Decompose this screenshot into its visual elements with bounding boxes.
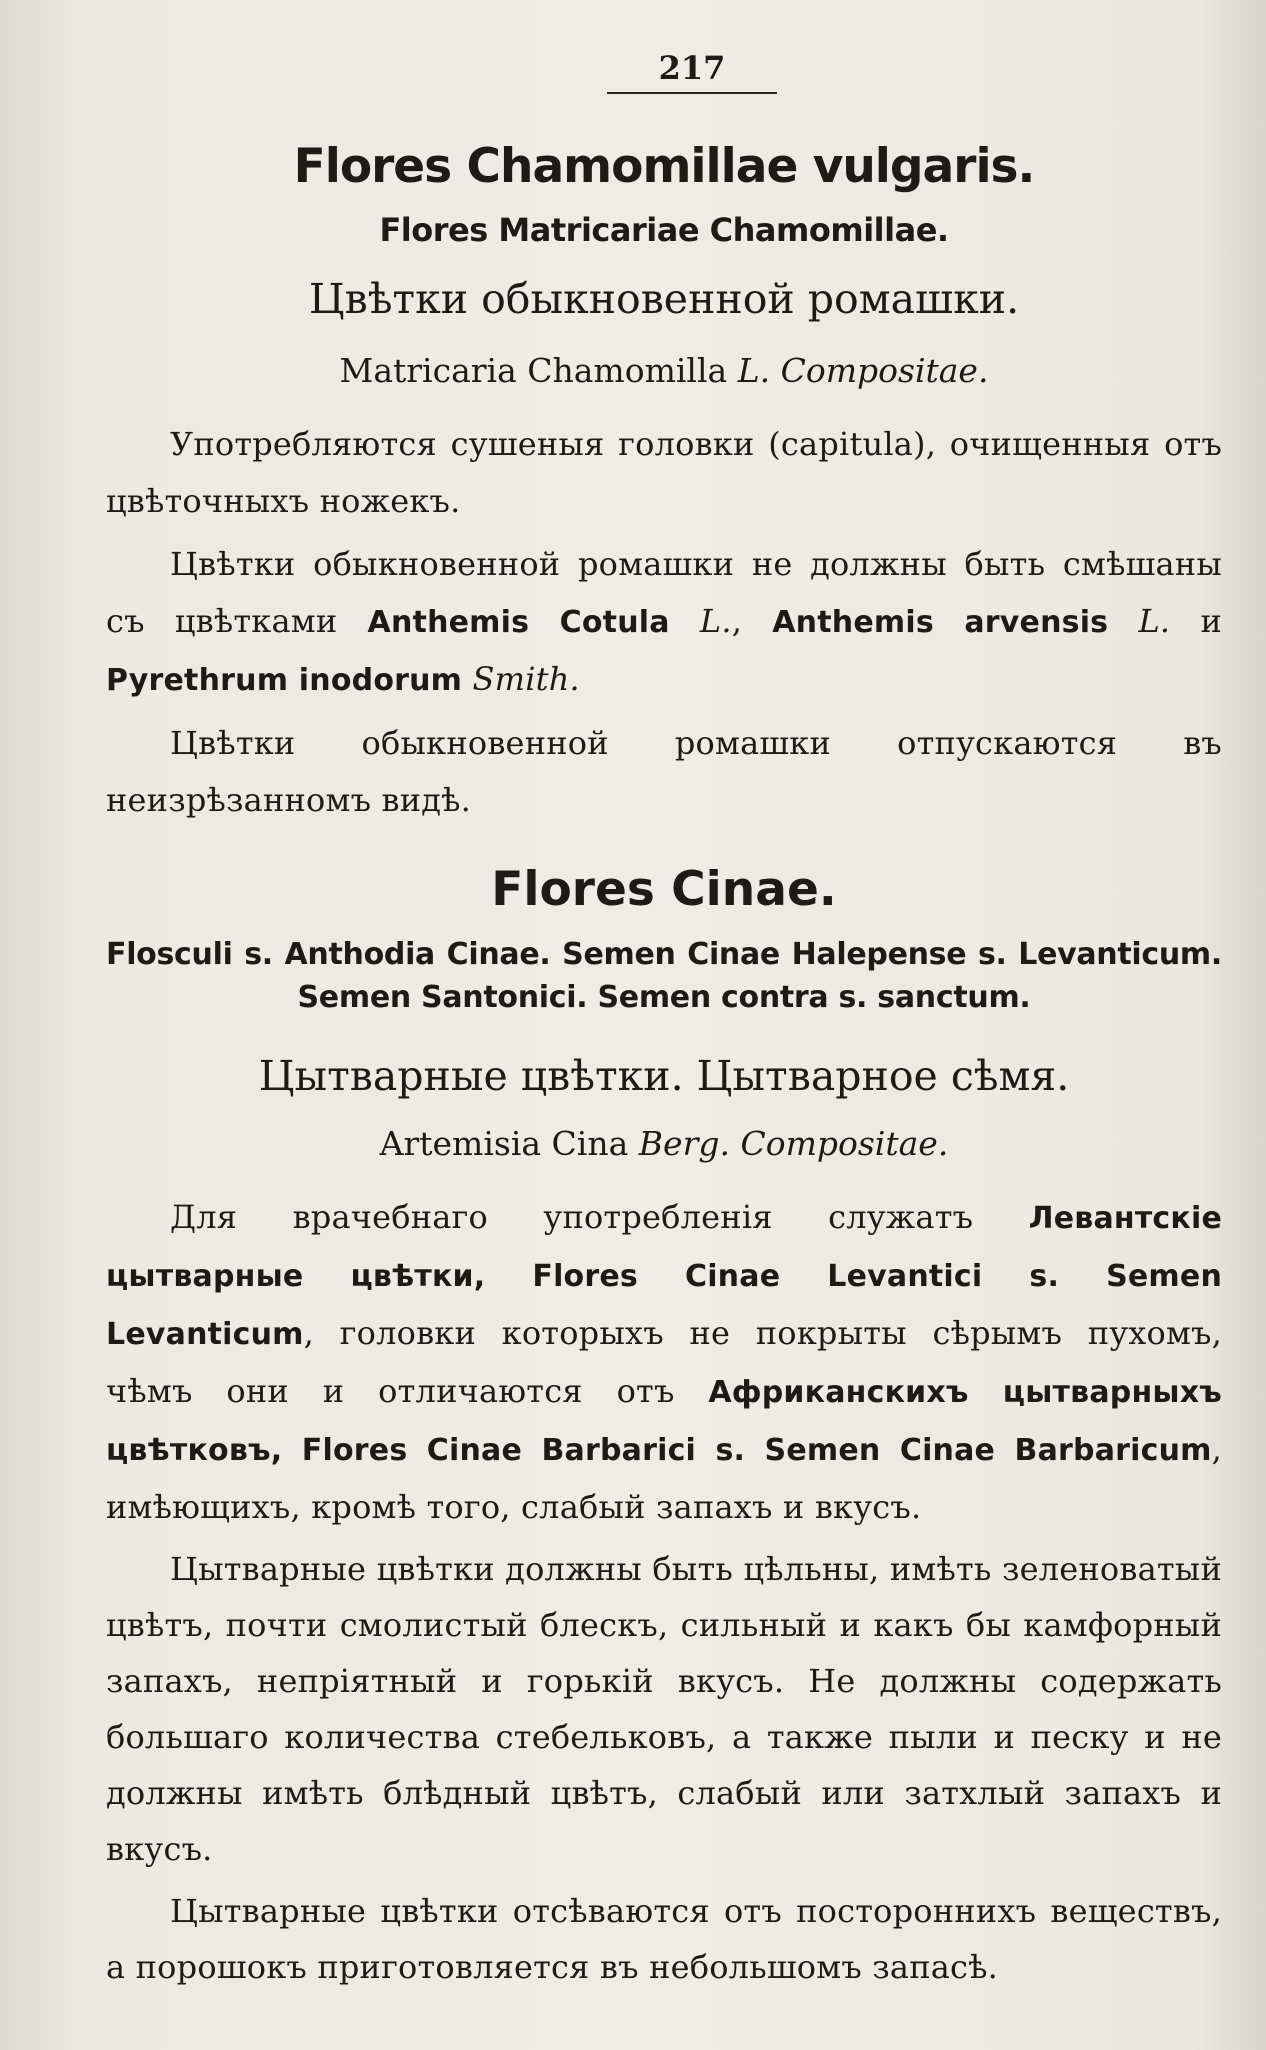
section-chamomile — [106, 136, 1222, 829]
botanical-name-line — [106, 1121, 1222, 1167]
paragraph-text: Цвѣтки обыкновенной ромашки не должны быть смѣшаны съ цвѣтками — [106, 545, 1222, 640]
section-cina — [106, 859, 1222, 1995]
paragraph-text: , — [731, 602, 773, 640]
botanical-author: L. — [737, 351, 771, 390]
section-russian-title: Цвѣтки обыкновенной ромашки. — [308, 275, 1020, 323]
page-number-rule — [607, 92, 777, 94]
botanical-name-line — [106, 348, 1222, 394]
emphasized-name: Левантскіе цытварные цвѣтки, Flores Cinae Levantici s. Semen Levanticum — [106, 1201, 1222, 1352]
botanical-name: Matricaria Chamomilla — [339, 351, 728, 390]
paragraph-text: , имѣющихъ, кромѣ того, слабый запахъ и вкусъ. — [106, 1430, 1222, 1526]
paragraph: Цытварные цвѣтки должны быть цѣльны, имѣть зеленоватый цвѣтъ, почти смолистый блескъ, сильный и какъ бы камфорный запахъ, непріятный и горькій вкусъ. Не должны содержать большаго количества стебельковъ, а также пыли и песку и не должны имѣть блѣдный цвѣтъ, слабый или затхлый запахъ и вкусъ. — [106, 1550, 1222, 1868]
latin-name: Anthemis arvensis — [772, 605, 1109, 640]
page-content — [106, 48, 1222, 1995]
section-synonyms-line: Flosculi s. Anthodia Cinae. Semen Cinae Halepense s. Levanticum. — [106, 937, 1222, 972]
botanical-family: Compositae. — [740, 1124, 949, 1163]
author-abbrev: Smith. — [472, 660, 580, 698]
section-russian-title: Цытварные цвѣтки. Цытварное сѣмя. — [258, 1052, 1070, 1100]
botanical-family: Compositae. — [780, 351, 989, 390]
latin-name: Anthemis Cotula — [367, 605, 670, 640]
author-abbrev: L. — [1138, 602, 1171, 640]
paragraph: Цвѣтки обыкновенной ромашки отпускаются въ неизрѣзанномъ видѣ. — [106, 724, 1222, 819]
paragraph — [106, 536, 1222, 709]
botanical-author: Berg. — [638, 1124, 730, 1163]
paragraph-text: , головки которыхъ не покрыты сѣрымъ пухомъ, чѣмъ они и отличаются отъ — [106, 1314, 1222, 1410]
paragraph-text: Для врачебнаго употребленія служатъ — [170, 1198, 1029, 1236]
section-synonyms-line: Semen Santonici. Semen contra s. sanctum. — [297, 980, 1031, 1015]
section-title: Flores Chamomillae vulgaris. — [293, 139, 1035, 194]
paragraph — [106, 1189, 1222, 1535]
section-synonym: Flores Matricariae Chamomillae. — [379, 211, 949, 249]
emphasized-name: Африканскихъ цытварныхъ цвѣтковъ, Flores Cinae Barbarici s. Semen Cinae Barbaricum — [106, 1375, 1222, 1468]
page-number: 217 — [658, 49, 726, 87]
latin-name: Pyrethrum inodorum — [106, 663, 463, 698]
section-title: Flores Cinae. — [491, 862, 837, 917]
paragraph: Цытварные цвѣтки отсѣваются отъ постороннихъ веществъ, а порошокъ приготовляется въ небольшомъ запасѣ. — [106, 1892, 1222, 1986]
botanical-name: Artemisia Cina — [379, 1124, 629, 1163]
paragraph-text: и — [1170, 602, 1222, 640]
author-abbrev: L. — [699, 602, 732, 640]
paragraph: Употребляются сушеныя головки (capitula), очищенныя отъ цвѣточныхъ ножекъ. — [106, 425, 1222, 520]
